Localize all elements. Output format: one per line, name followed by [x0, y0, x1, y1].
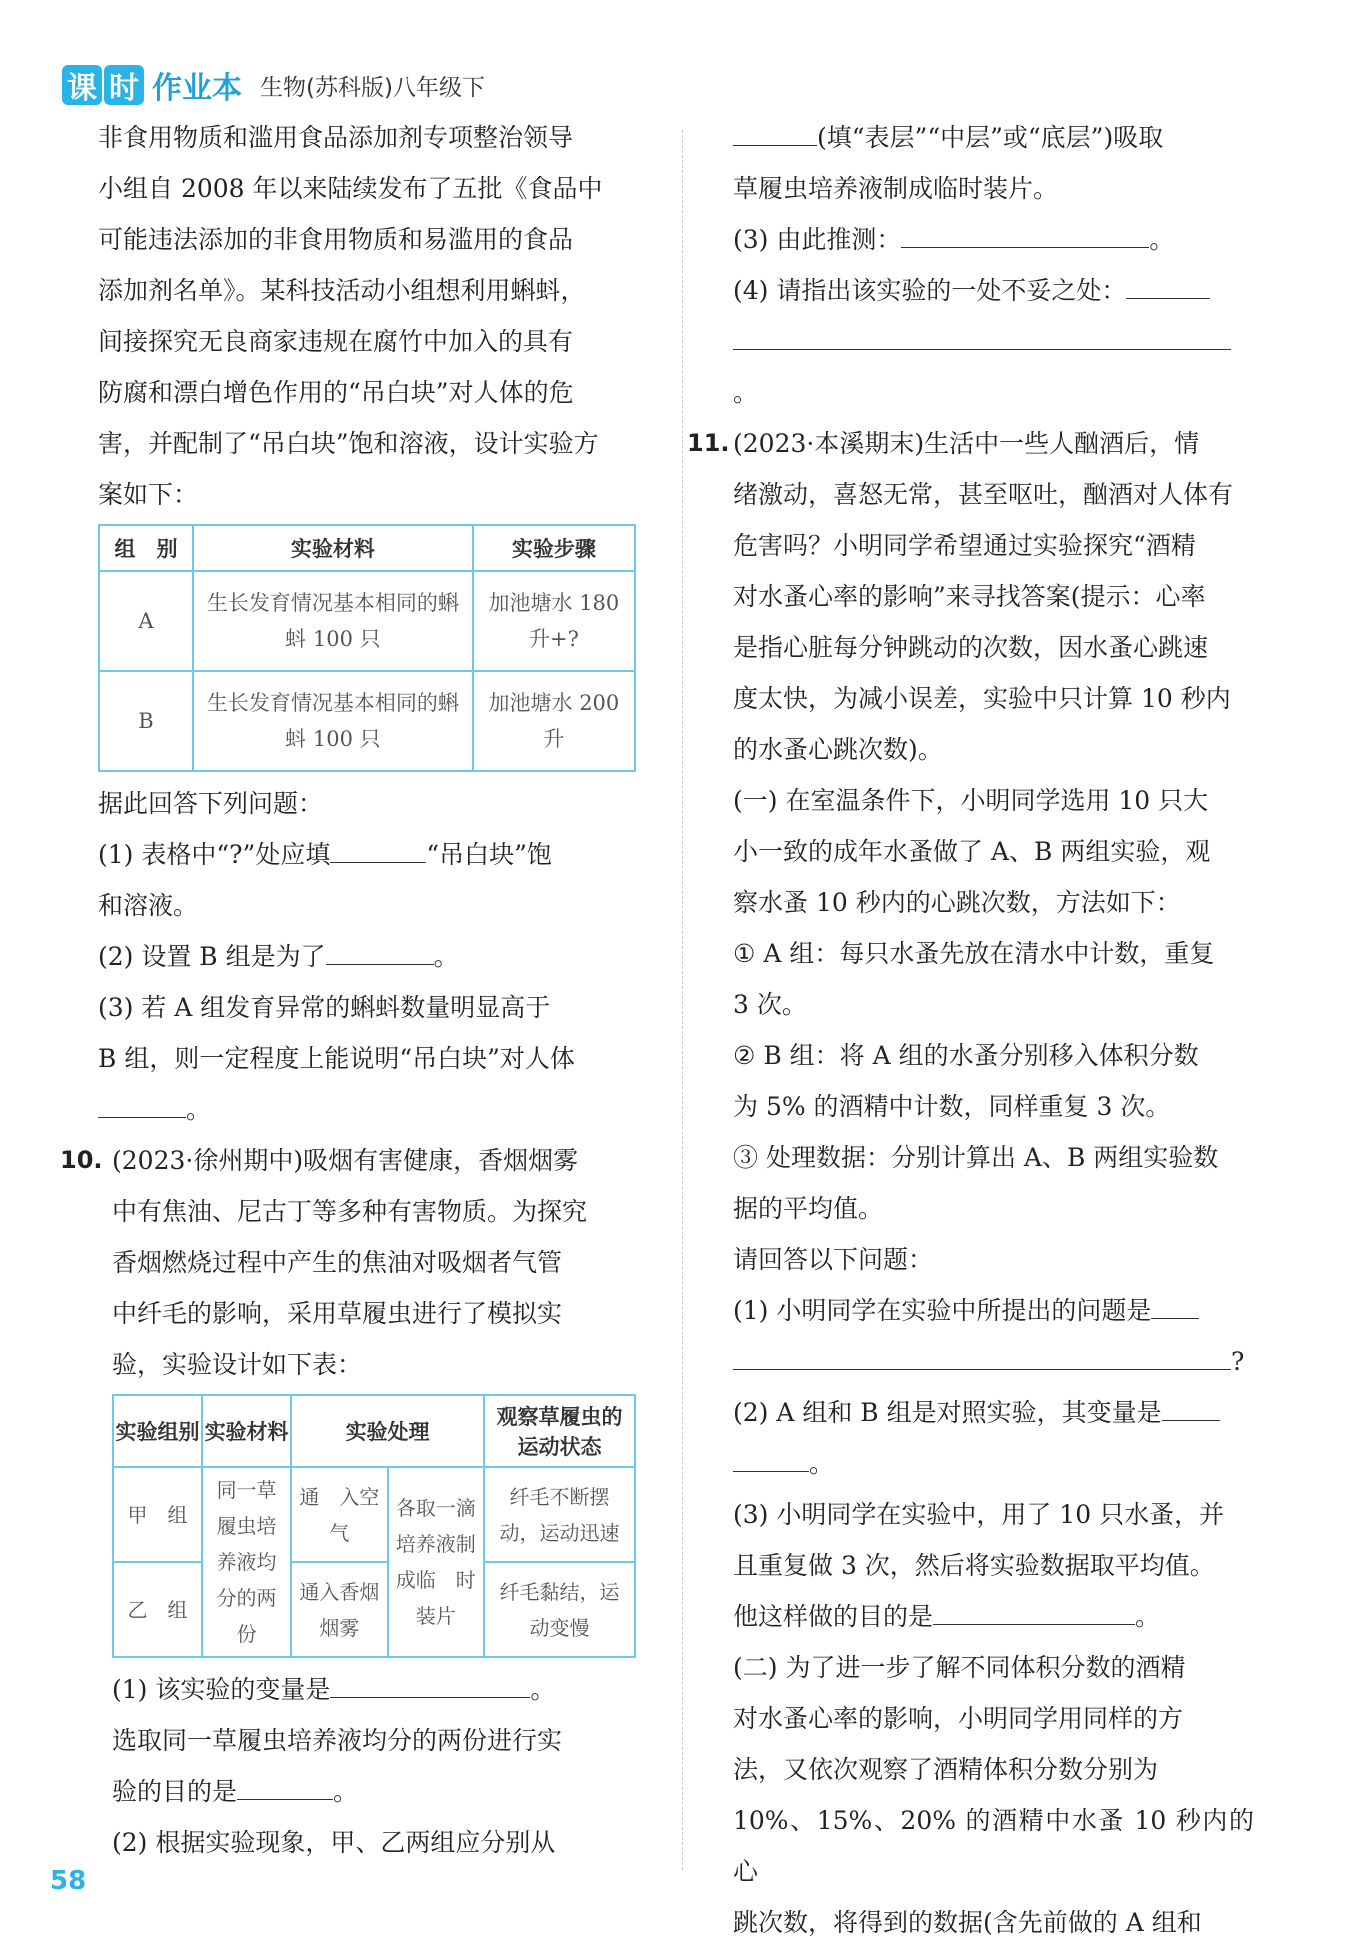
answer-blank[interactable] — [330, 840, 426, 863]
group-cell: 乙 组 — [113, 1562, 202, 1657]
text-line: 小组自 2008 年以来陆续发布了五批《食品中 — [98, 174, 603, 203]
table-header-row — [99, 525, 635, 571]
text-line: 案如下： — [98, 480, 199, 509]
question-10 — [60, 1135, 636, 1868]
q9-sub1: (1) 表格中“?”处应填 “吊白块”饱 — [98, 840, 552, 869]
group-cell: A — [99, 571, 193, 671]
treatment-cell: 通 入空气 — [291, 1467, 387, 1562]
q10-experiment-table — [112, 1394, 636, 1658]
text-line: 中纤毛的影响，采用草履虫进行了模拟实 — [112, 1299, 563, 1328]
q9-sub2: (2) 设置 B 组是为了 。 — [98, 942, 459, 971]
material-cell: 生长发育情况基本相同的蝌蚪 100 只 — [193, 671, 473, 771]
text-line: 对水蚤心率的影响”来寻找答案(提示：心率 — [733, 582, 1206, 611]
q9-prompt: 据此回答下列问题： — [98, 789, 324, 818]
text-line: 间接探究无良商家违规在腐竹中加入的具有 — [98, 327, 574, 356]
text-line: 的水蚤心跳次数)。 — [733, 735, 943, 764]
q9-sub1-cont: 和溶液。 — [98, 891, 199, 920]
treatment-cell: 通入香烟烟雾 — [291, 1562, 387, 1657]
table-header: 实验材料 — [202, 1395, 291, 1467]
text-line: 跳次数，将得到的数据(含先前做的 A 组和 — [733, 1908, 1202, 1937]
observation-cell: 纤毛不断摆动，运动迅速 — [484, 1467, 635, 1562]
q11-sub1: (1) 小明同学在实验中所提出的问题是 — [733, 1285, 1254, 1336]
table-row — [113, 1562, 635, 1657]
group-cell: B — [99, 671, 193, 771]
q11-sub2-end: 。 — [733, 1438, 1254, 1489]
text-line: 害，并配制了“吊白块”饱和溶液，设计实验方 — [98, 429, 599, 458]
answer-blank[interactable] — [733, 1449, 809, 1472]
text-line: (二) 为了进一步了解不同体积分数的酒精 — [733, 1653, 1186, 1682]
q11-sub1-end: ? — [733, 1336, 1254, 1387]
text-line: (一) 在室温条件下，小明同学选用 10 只大 — [733, 786, 1209, 815]
q10-sub1-cont: 选取同一草履虫培养液均分的两份进行实 — [112, 1726, 563, 1755]
q11-sub3-cont: 且重复做 3 次，然后将实验数据取平均值。 — [733, 1551, 1215, 1580]
step-line: 据的平均值。 — [733, 1194, 884, 1223]
step-cell: 加池塘水 180 升+? — [473, 571, 635, 671]
answer-blank[interactable] — [98, 1095, 186, 1118]
table-header-row — [113, 1395, 635, 1467]
material-cell: 同一草履虫培养液均分的两份 — [202, 1467, 291, 1657]
step-line: ③ 处理数据：分别计算出 A、B 两组实验数 — [733, 1143, 1219, 1172]
q9-sub3-end: 。 — [98, 1084, 636, 1135]
q10-sub1: (1) 该实验的变量是 。 — [112, 1675, 556, 1704]
book-logo — [62, 63, 242, 107]
answer-blank[interactable] — [237, 1777, 333, 1800]
answer-blank[interactable] — [326, 942, 434, 965]
observation-cell: 纤毛黏结，运动变慢 — [484, 1562, 635, 1657]
q10-sub2-cont: (填“表层”“中层”或“底层”)吸取 — [733, 112, 1254, 163]
answer-blank[interactable] — [1162, 1398, 1220, 1421]
q10-sub2-end: 草履虫培养液制成临时装片。 — [733, 174, 1059, 203]
answer-blank[interactable] — [733, 1347, 1231, 1370]
q9-experiment-table — [98, 524, 636, 772]
table-header: 实验处理 — [291, 1395, 484, 1467]
table-header: 实验材料 — [193, 525, 473, 571]
table-header: 观察草履虫的运动状态 — [484, 1395, 635, 1467]
q9-intro — [98, 112, 636, 520]
answer-blank[interactable] — [733, 327, 1231, 350]
treatment-common-cell: 各取一滴培养液制成临 时装片 — [388, 1467, 484, 1657]
step-line: 为 5% 的酒精中计数，同样重复 3 次。 — [733, 1092, 1171, 1121]
group-cell: 甲 组 — [113, 1467, 202, 1562]
answer-blank[interactable] — [933, 1602, 1135, 1625]
text-line: (2023·本溪期末)生活中一些人酗酒后，情 — [733, 429, 1200, 458]
logo-text: 作业本 — [152, 71, 242, 106]
text-line: 防腐和漂白增色作用的“吊白块”对人体的危 — [98, 378, 574, 407]
q10-sub1-end: 验的目的是 。 — [112, 1777, 359, 1806]
table-row — [99, 671, 635, 771]
material-cell: 生长发育情况基本相同的蝌蚪 100 只 — [193, 571, 473, 671]
text-line: (2023·徐州期中)吸烟有害健康，香烟烟雾 — [112, 1146, 579, 1175]
text-line: 可能违法添加的非食用物质和易滥用的食品 — [98, 225, 574, 254]
answer-blank[interactable] — [1151, 1296, 1199, 1319]
q11-prompt: 请回答以下问题： — [733, 1245, 934, 1274]
logo-char-2: 时 — [104, 65, 144, 105]
q11-sub2: (2) A 组和 B 组是对照实验，其变量是 — [733, 1387, 1254, 1438]
left-column — [60, 112, 636, 1868]
question-11 — [687, 418, 1254, 1948]
table-header: 组 别 — [99, 525, 193, 571]
q9-sub3: (3) 若 A 组发育异常的蝌蚪数量明显高于 — [98, 993, 551, 1022]
text-line: 验，实验设计如下表： — [112, 1350, 363, 1379]
subject-title: 生物(苏科版)八年级下 — [260, 74, 485, 101]
q10-sub4: (4) 请指出该实验的一处不妥之处： — [733, 265, 1254, 316]
question-number: 10. — [60, 1146, 103, 1174]
step-line: ② B 组：将 A 组的水蚤分别移入体积分数 — [733, 1041, 1199, 1070]
question-number: 11. — [687, 429, 730, 457]
text-line: 危害吗？小明同学希望通过实验探究“酒精 — [733, 531, 1196, 560]
answer-blank[interactable] — [733, 123, 817, 146]
text-line: 非食用物质和滥用食品添加剂专项整治领导 — [98, 123, 574, 152]
page-number: 58 — [50, 1866, 87, 1896]
text-line: 添加剂名单》。某科技活动小组想利用蝌蚪， — [98, 276, 586, 305]
q9-sub3-cont: B 组，则一定程度上能说明“吊白块”对人体 — [98, 1044, 575, 1073]
answer-blank[interactable] — [330, 1675, 530, 1698]
table-row — [113, 1467, 635, 1562]
right-column — [687, 112, 1254, 1948]
column-divider — [682, 130, 683, 1870]
table-header: 实验组别 — [113, 1395, 202, 1467]
table-header: 实验步骤 — [473, 525, 635, 571]
text-line: 10%、15%、20% 的酒精中水蚤 10 秒内的心 — [733, 1806, 1254, 1886]
text-line: 对水蚤心率的影响，小明同学用同样的方 — [733, 1704, 1184, 1733]
q10-sub2: (2) 根据实验现象，甲、乙两组应分别从 — [112, 1828, 556, 1857]
step-line: 3 次。 — [733, 990, 807, 1019]
text-line: 法，又依次观察了酒精体积分数分别为 — [733, 1755, 1159, 1784]
text-line: 度太快，为减小误差，实验中只计算 10 秒内 — [733, 684, 1231, 713]
step-cell: 加池塘水 200 升 — [473, 671, 635, 771]
text-line: 香烟燃烧过程中产生的焦油对吸烟者气管 — [112, 1248, 563, 1277]
q11-sub3-end: 他这样做的目的是 。 — [733, 1602, 1161, 1631]
logo-char-1: 课 — [62, 65, 102, 105]
page-header — [62, 62, 485, 108]
text-line: 察水蚤 10 秒内的心跳次数，方法如下： — [733, 888, 1181, 917]
text-line: 绪激动，喜怒无常，甚至呕吐，酗酒对人体有 — [733, 480, 1234, 509]
text-line: 是指心脏每分钟跳动的次数，因水蚤心跳速 — [733, 633, 1209, 662]
answer-blank[interactable] — [901, 225, 1149, 248]
table-row — [99, 571, 635, 671]
q10-sub3: (3) 由此推测： 。 — [733, 225, 1175, 254]
text-line: 小一致的成年水蚤做了 A、B 两组实验，观 — [733, 837, 1211, 866]
text-line: 中有焦油、尼古丁等多种有害物质。为探究 — [112, 1197, 588, 1226]
step-line: ① A 组：每只水蚤先放在清水中计数，重复 — [733, 939, 1215, 968]
q10-sub4-end: 。 — [733, 316, 1254, 418]
q11-sub3: (3) 小明同学在实验中，用了 10 只水蚤，并 — [733, 1500, 1225, 1529]
answer-blank[interactable] — [1126, 276, 1210, 299]
